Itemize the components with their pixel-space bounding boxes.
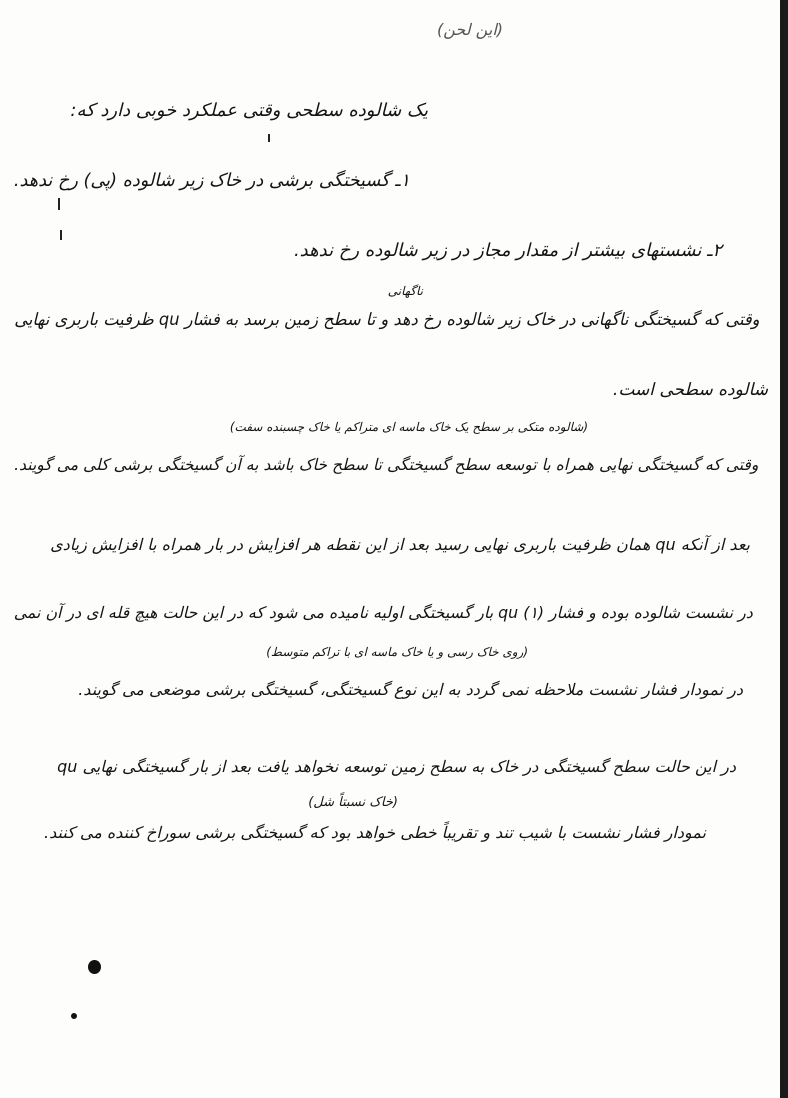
note-general-shear: (شالوده متکی بر سطح یک خاک ماسه ای متراکم یا خاک چسبنده سفت) bbox=[229, 420, 588, 434]
paragraph-3-line-2: در نشست شالوده بوده و فشار (۱) qu بار گسیختگی اولیه نامیده می شود که در این حالت هیچ قله ای در آن نمی bbox=[13, 603, 753, 622]
note-loose-sand: (خاک نسبتاً شل) bbox=[308, 795, 398, 810]
note-above-paragraph-1: ناگهانی bbox=[387, 284, 423, 298]
paragraph-2-line-1: وقتی که گسیختگی نهایی همراه با توسعه سطح گسیختگی تا سطح خاک باشد به آن گسیختگی برشی کلی می گویند. bbox=[13, 455, 758, 474]
intro-line: یک شالوده سطحی وقتی عملکرد خوبی دارد که: bbox=[70, 100, 428, 121]
condition-2: ۲ـ نشستهای بیشتر از مقدار مجاز در زیر شالوده رخ ندهد. bbox=[293, 240, 722, 261]
paragraph-3-line-3: در نمودار فشار نشست ملاحظه نمی گردد به این نوع گسیختگی، گسیختگی برشی موضعی می گویند. bbox=[78, 680, 743, 699]
paragraph-4-line-2: نمودار فشار نشست با شیب تند و تقریباً خطی خواهد بود که گسیختگی برشی سوراخ کننده می کنند. bbox=[44, 823, 706, 842]
stray-mark bbox=[268, 134, 270, 142]
paragraph-1-line-2: شالوده سطحی است. bbox=[612, 380, 768, 400]
stray-mark bbox=[60, 230, 62, 240]
ink-dot bbox=[71, 1013, 77, 1019]
condition-1: ۱ـ گسیختگی برشی در خاک زیر شالوده (پی) رخ ندهد. bbox=[13, 170, 410, 191]
page-header: (این لحن) bbox=[436, 20, 503, 39]
paragraph-1-line-1: وقتی که گسیختگی ناگهانی در خاک زیر شالوده رخ دهد و تا سطح زمین برسد به فشار qu ظرفیت باربری نهایی bbox=[14, 310, 760, 330]
paragraph-4-line-1: در این حالت سطح گسیختگی در خاک به سطح زمین توسعه نخواهد یافت بعد از بار گسیختگی نهایی qu bbox=[57, 757, 736, 776]
ink-blot bbox=[88, 960, 101, 974]
paragraph-3-line-1: بعد از آنکه qu همان ظرفیت باربری نهایی رسید بعد از این نقطه هر افزایش در بار همراه با افزایش زیادی bbox=[50, 535, 750, 554]
note-local-shear: (روی خاک رسی و یا خاک ماسه ای با تراکم متوسط) bbox=[266, 645, 528, 659]
stray-mark bbox=[58, 198, 60, 210]
scan-edge bbox=[780, 0, 788, 1098]
